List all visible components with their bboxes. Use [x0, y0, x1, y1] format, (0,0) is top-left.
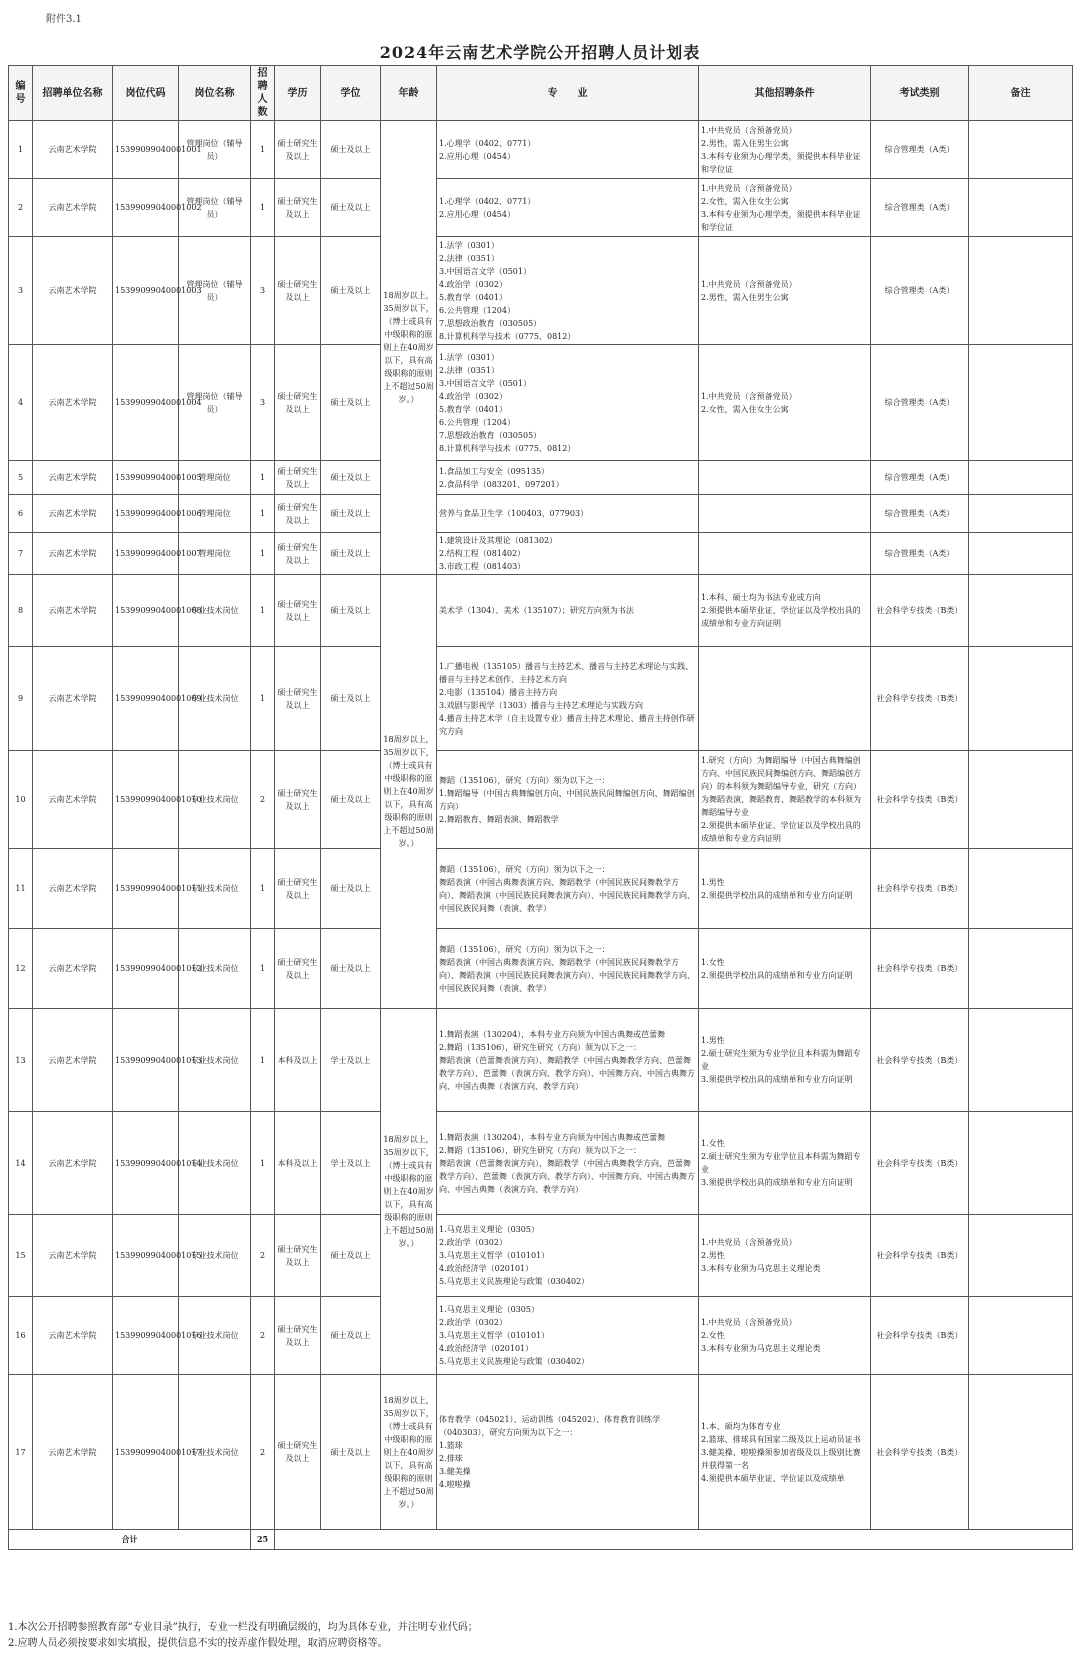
remarks	[969, 1009, 1073, 1112]
post-code: 15399099040001013	[113, 1009, 179, 1112]
age-requirement: 18周岁以上，35周岁以下，（博士或具有中级职称的原则上在40周岁以下，具有高级职称的原则上不超过50周岁。）	[381, 1009, 437, 1375]
headcount: 2	[251, 751, 275, 849]
recruitment-table	[8, 65, 1073, 1550]
unit-name: 云南艺术学院	[33, 929, 113, 1009]
major: 舞蹈（135106），研究（方向）须为以下之一： 舞蹈表演（中国古典舞表演方向、舞蹈教学（中国民族民间舞教学方向）、舞蹈表演（中国民族民间舞表演方向）、中国民族民间舞教学方向、中国民族民间舞（表演、教学）	[437, 849, 699, 929]
degree: 硕士及以上	[321, 495, 381, 533]
exam-category: 综合管理类（A类）	[871, 237, 969, 345]
degree: 硕士及以上	[321, 751, 381, 849]
table-row	[9, 751, 1073, 849]
major: 体育教学（045021）、运动训练（045202）、体育教育训练学（040303），研究方向须为以下之一： 1.篮球 2.排球 3.健美操 4.啦啦操	[437, 1375, 699, 1530]
exam-category: 综合管理类（A类）	[871, 179, 969, 237]
post-name: 管理岗位	[179, 533, 251, 575]
unit-name: 云南艺术学院	[33, 495, 113, 533]
table-row	[9, 647, 1073, 751]
other-conditions: 1.本、硕均为体育专业 2.篮球、排球具有国家二级及以上运动员证书 3.健美操、啦啦操须参加省级及以上级别比赛并获得第一名 4.须提供本硕毕业证、学位证以及成绩单	[699, 1375, 871, 1530]
major: 营养与食品卫生学（100403、077903）	[437, 495, 699, 533]
education: 硕士研究生及以上	[275, 121, 321, 179]
degree: 硕士及以上	[321, 237, 381, 345]
unit-name: 云南艺术学院	[33, 533, 113, 575]
post-name: 专业技术岗位	[179, 751, 251, 849]
post-name: 管理岗位（辅导员）	[179, 237, 251, 345]
header-row	[9, 66, 1073, 121]
post-code: 15399099040001005	[113, 461, 179, 495]
other-conditions	[699, 533, 871, 575]
unit-name: 云南艺术学院	[33, 647, 113, 751]
unit-name: 云南艺术学院	[33, 1215, 113, 1297]
degree: 硕士及以上	[321, 345, 381, 461]
exam-category: 社会科学专技类（B类）	[871, 1009, 969, 1112]
other-conditions: 1.研究（方向）为舞蹈编导（中国古典舞编创方向、中国民族民间舞编创方向、舞蹈编创方向）的本科须为舞蹈编导专业，研究（方向）为舞蹈表演、舞蹈教育、舞蹈教学的本科须为舞蹈编导专业 2.须提供本硕毕业证、学位证以及学校出具的成绩单和专业方向证明	[699, 751, 871, 849]
post-name: 专业技术岗位	[179, 1009, 251, 1112]
post-code: 15399099040001010	[113, 751, 179, 849]
remarks	[969, 751, 1073, 849]
row-number: 10	[9, 751, 33, 849]
table-row	[9, 929, 1073, 1009]
exam-category: 社会科学专技类（B类）	[871, 929, 969, 1009]
post-name: 专业技术岗位	[179, 849, 251, 929]
table-row	[9, 495, 1073, 533]
total-label: 合计	[9, 1530, 251, 1550]
post-name: 专业技术岗位	[179, 1112, 251, 1215]
major: 1.心理学（0402、0771） 2.应用心理（0454）	[437, 179, 699, 237]
post-name: 管理岗位（辅导员）	[179, 179, 251, 237]
remarks	[969, 495, 1073, 533]
major: 舞蹈（135106），研究（方向）须为以下之一： 舞蹈表演（中国古典舞表演方向、舞蹈教学（中国民族民间舞教学方向）、舞蹈表演（中国民族民间舞表演方向）、中国民族民间舞教学方向、中国民族民间舞（表演、教学）	[437, 929, 699, 1009]
remarks	[969, 237, 1073, 345]
exam-category: 综合管理类（A类）	[871, 121, 969, 179]
education: 硕士研究生及以上	[275, 751, 321, 849]
attachment-label: 附件3.1	[46, 14, 82, 25]
headcount: 1	[251, 575, 275, 647]
table-row	[9, 345, 1073, 461]
post-name: 专业技术岗位	[179, 1215, 251, 1297]
post-name: 管理岗位	[179, 461, 251, 495]
education: 硕士研究生及以上	[275, 1297, 321, 1375]
post-code: 15399099040001001	[113, 121, 179, 179]
table-row	[9, 1297, 1073, 1375]
post-code: 15399099040001009	[113, 647, 179, 751]
degree: 学士及以上	[321, 1112, 381, 1215]
post-name: 专业技术岗位	[179, 575, 251, 647]
education: 硕士研究生及以上	[275, 461, 321, 495]
education: 硕士研究生及以上	[275, 929, 321, 1009]
degree: 硕士及以上	[321, 533, 381, 575]
column-header: 招聘人数	[251, 66, 275, 121]
education: 本科及以上	[275, 1112, 321, 1215]
table-row	[9, 1112, 1073, 1215]
major: 1.建筑设计及其理论（081302） 2.结构工程（081402） 3.市政工程（081403）	[437, 533, 699, 575]
other-conditions: 1.男性 2.硕士研究生须为专业学位且本科需为舞蹈专业 3.须提供学校出具的成绩单和专业方向证明	[699, 1009, 871, 1112]
row-number: 13	[9, 1009, 33, 1112]
degree: 硕士及以上	[321, 461, 381, 495]
row-number: 4	[9, 345, 33, 461]
education: 硕士研究生及以上	[275, 647, 321, 751]
unit-name: 云南艺术学院	[33, 237, 113, 345]
column-header: 招聘单位名称	[33, 66, 113, 121]
headcount: 1	[251, 121, 275, 179]
major: 舞蹈（135106），研究（方向）须为以下之一： 1.舞蹈编导（中国古典舞编创方向、中国民族民间舞编创方向、舞蹈编创方向） 2.舞蹈教育、舞蹈表演、舞蹈教学	[437, 751, 699, 849]
education: 硕士研究生及以上	[275, 849, 321, 929]
row-number: 2	[9, 179, 33, 237]
unit-name: 云南艺术学院	[33, 1375, 113, 1530]
age-requirement: 18周岁以上，35周岁以下，（博士或具有中级职称的原则上在40周岁以下，具有高级职称的原则上不超过50周岁。）	[381, 575, 437, 1009]
post-name: 专业技术岗位	[179, 929, 251, 1009]
row-number: 9	[9, 647, 33, 751]
table-body	[9, 121, 1073, 1550]
major: 1.心理学（0402、0771） 2.应用心理（0454）	[437, 121, 699, 179]
remarks	[969, 929, 1073, 1009]
unit-name: 云南艺术学院	[33, 345, 113, 461]
remarks	[969, 121, 1073, 179]
education: 本科及以上	[275, 1009, 321, 1112]
post-code: 15399099040001008	[113, 575, 179, 647]
remarks	[969, 179, 1073, 237]
post-code: 15399099040001011	[113, 849, 179, 929]
age-requirement: 18周岁以上，35周岁以下，（博士或具有中级职称的原则上在40周岁以下，具有高级职称的原则上不超过50周岁。）	[381, 1375, 437, 1530]
major: 1.广播电视（135105）播音与主持艺术、播音与主持艺术理论与实践、播音与主持艺术创作、主持艺术方向 2.电影（135104）播音主持方向 3.戏剧与影视学（1303）播音与主持艺术理论与实践方向 4.播音主持艺术学（自主设置专业）播音主持艺术理论、播音主持创作研究方向	[437, 647, 699, 751]
degree: 硕士及以上	[321, 647, 381, 751]
remarks	[969, 1375, 1073, 1530]
major: 1.法学（0301） 2.法律（0351） 3.中国语言文学（0501） 4.政治学（0302） 5.教育学（0401） 6.公共管理（1204） 7.思想政治教育（030505） 8.计算机科学与技术（0775、0812）	[437, 345, 699, 461]
headcount: 1	[251, 179, 275, 237]
unit-name: 云南艺术学院	[33, 575, 113, 647]
post-code: 15399099040001002	[113, 179, 179, 237]
major: 1.舞蹈表演（130204），本科专业方向须为中国古典舞或芭蕾舞 2.舞蹈（135106），研究生研究（方向）须为以下之一： 舞蹈表演（芭蕾舞表演方向）、舞蹈教学（中国古典舞教学方向、芭蕾舞教学方向）、芭蕾舞（表演方向、教学方向）、中国舞方向、中国古典舞方向、中国古典舞（表演方向、教学方向）	[437, 1009, 699, 1112]
row-number: 5	[9, 461, 33, 495]
column-header: 年龄	[381, 66, 437, 121]
table-row	[9, 461, 1073, 495]
post-code: 15399099040001016	[113, 1297, 179, 1375]
column-header: 学历	[275, 66, 321, 121]
education: 硕士研究生及以上	[275, 345, 321, 461]
other-conditions: 1.男性 2.须提供学校出具的成绩单和专业方向证明	[699, 849, 871, 929]
unit-name: 云南艺术学院	[33, 849, 113, 929]
other-conditions: 1.中共党员（含预备党员） 2.男性，需入住男生公寓	[699, 237, 871, 345]
education: 硕士研究生及以上	[275, 533, 321, 575]
row-number: 11	[9, 849, 33, 929]
remarks	[969, 647, 1073, 751]
document-title: 2024年云南艺术学院公开招聘人员计划表	[379, 43, 701, 62]
row-number: 7	[9, 533, 33, 575]
education: 硕士研究生及以上	[275, 575, 321, 647]
major: 1.舞蹈表演（130204），本科专业方向须为中国古典舞或芭蕾舞 2.舞蹈（135106），研究生研究（方向）须为以下之一： 舞蹈表演（芭蕾舞表演方向）、舞蹈教学（中国古典舞教学方向、芭蕾舞教学方向）、芭蕾舞（表演方向、教学方向）、中国舞方向、中国古典舞方向、中国古典舞（表演方向、教学方向）	[437, 1112, 699, 1215]
exam-category: 社会科学专技类（B类）	[871, 1215, 969, 1297]
column-header: 岗位代码	[113, 66, 179, 121]
exam-category: 社会科学专技类（B类）	[871, 575, 969, 647]
post-code: 15399099040001004	[113, 345, 179, 461]
unit-name: 云南艺术学院	[33, 121, 113, 179]
post-code: 15399099040001015	[113, 1215, 179, 1297]
other-conditions: 1.中共党员（含预备党员） 2.男性，需入住男生公寓 3.本科专业须为心理学类，须提供本科毕业证和学位证	[699, 121, 871, 179]
remarks	[969, 1112, 1073, 1215]
table-row	[9, 237, 1073, 345]
exam-category: 综合管理类（A类）	[871, 345, 969, 461]
column-header: 岗位名称	[179, 66, 251, 121]
exam-category: 综合管理类（A类）	[871, 461, 969, 495]
footnote: 2.应聘人员必须按要求如实填报，提供信息不实的按弄虚作假处理，取消应聘资格等。	[8, 1638, 388, 1649]
other-conditions	[699, 461, 871, 495]
degree: 硕士及以上	[321, 1215, 381, 1297]
table-row	[9, 1215, 1073, 1297]
footnote: 1.本次公开招聘参照教育部“专业目录”执行，专业一栏没有明确层级的，均为具体专业，并注明专业代码；	[8, 1622, 478, 1633]
exam-category: 社会科学专技类（B类）	[871, 1297, 969, 1375]
table-row	[9, 1009, 1073, 1112]
remarks	[969, 849, 1073, 929]
exam-category: 社会科学专技类（B类）	[871, 1112, 969, 1215]
post-name: 专业技术岗位	[179, 1297, 251, 1375]
remarks	[969, 533, 1073, 575]
headcount: 2	[251, 1297, 275, 1375]
row-number: 16	[9, 1297, 33, 1375]
total-headcount: 25	[251, 1530, 275, 1550]
row-number: 15	[9, 1215, 33, 1297]
other-conditions: 1.中共党员（含预备党员） 2.女性 3.本科专业须为马克思主义理论类	[699, 1297, 871, 1375]
table-row	[9, 1375, 1073, 1530]
headcount: 3	[251, 345, 275, 461]
table-row	[9, 575, 1073, 647]
row-number: 6	[9, 495, 33, 533]
headcount: 1	[251, 533, 275, 575]
post-code: 15399099040001014	[113, 1112, 179, 1215]
total-empty	[275, 1530, 1073, 1550]
unit-name: 云南艺术学院	[33, 1112, 113, 1215]
table-row	[9, 121, 1073, 179]
exam-category: 社会科学专技类（B类）	[871, 849, 969, 929]
degree: 硕士及以上	[321, 849, 381, 929]
post-code: 15399099040001017	[113, 1375, 179, 1530]
row-number: 17	[9, 1375, 33, 1530]
column-header: 编号	[9, 66, 33, 121]
remarks	[969, 575, 1073, 647]
degree: 学士及以上	[321, 1009, 381, 1112]
total-row	[9, 1530, 1073, 1550]
other-conditions	[699, 647, 871, 751]
table-row	[9, 533, 1073, 575]
headcount: 2	[251, 1215, 275, 1297]
post-code: 15399099040001007	[113, 533, 179, 575]
major: 1.食品加工与安全（095135） 2.食品科学（083201、097201）	[437, 461, 699, 495]
unit-name: 云南艺术学院	[33, 1009, 113, 1112]
education: 硕士研究生及以上	[275, 1215, 321, 1297]
column-header: 专 业	[437, 66, 699, 121]
post-name: 管理岗位（辅导员）	[179, 345, 251, 461]
exam-category: 综合管理类（A类）	[871, 533, 969, 575]
unit-name: 云南艺术学院	[33, 461, 113, 495]
headcount: 2	[251, 1375, 275, 1530]
other-conditions: 1.中共党员（含预备党员） 2.女性，需入住女生公寓 3.本科专业须为心理学类，须提供本科毕业证和学位证	[699, 179, 871, 237]
headcount: 1	[251, 1112, 275, 1215]
column-header: 考试类别	[871, 66, 969, 121]
major: 1.马克思主义理论（0305） 2.政治学（0302） 3.马克思主义哲学（010101） 4.政治经济学（020101） 5.马克思主义民族理论与政策（030402）	[437, 1215, 699, 1297]
other-conditions: 1.女性 2.须提供学校出具的成绩单和专业方向证明	[699, 929, 871, 1009]
column-header: 学位	[321, 66, 381, 121]
row-number: 14	[9, 1112, 33, 1215]
column-header: 其他招聘条件	[699, 66, 871, 121]
other-conditions: 1.中共党员（含预备党员） 2.女性，需入住女生公寓	[699, 345, 871, 461]
exam-category: 社会科学专技类（B类）	[871, 1375, 969, 1530]
remarks	[969, 461, 1073, 495]
degree: 硕士及以上	[321, 1375, 381, 1530]
table-row	[9, 849, 1073, 929]
column-header: 备注	[969, 66, 1073, 121]
post-name: 专业技术岗位	[179, 647, 251, 751]
headcount: 1	[251, 647, 275, 751]
exam-category: 综合管理类（A类）	[871, 495, 969, 533]
footnotes	[8, 1620, 478, 1652]
headcount: 3	[251, 237, 275, 345]
row-number: 3	[9, 237, 33, 345]
degree: 硕士及以上	[321, 121, 381, 179]
row-number: 1	[9, 121, 33, 179]
headcount: 1	[251, 849, 275, 929]
post-code: 15399099040001012	[113, 929, 179, 1009]
unit-name: 云南艺术学院	[33, 1297, 113, 1375]
other-conditions: 1.中共党员（含预备党员） 2.男性 3.本科专业须为马克思主义理论类	[699, 1215, 871, 1297]
remarks	[969, 1215, 1073, 1297]
remarks	[969, 345, 1073, 461]
post-name: 管理岗位（辅导员）	[179, 121, 251, 179]
education: 硕士研究生及以上	[275, 495, 321, 533]
degree: 硕士及以上	[321, 1297, 381, 1375]
remarks	[969, 1297, 1073, 1375]
post-code: 15399099040001003	[113, 237, 179, 345]
other-conditions	[699, 495, 871, 533]
education: 硕士研究生及以上	[275, 1375, 321, 1530]
headcount: 1	[251, 929, 275, 1009]
other-conditions: 1.本科、硕士均为书法专业或方向 2.须提供本硕毕业证、学位证以及学校出具的成绩单和专业方向证明	[699, 575, 871, 647]
headcount: 1	[251, 495, 275, 533]
major: 1.法学（0301） 2.法律（0351） 3.中国语言文学（0501） 4.政治学（0302） 5.教育学（0401） 6.公共管理（1204） 7.思想政治教育（030505） 8.计算机科学与技术（0775、0812）	[437, 237, 699, 345]
exam-category: 社会科学专技类（B类）	[871, 647, 969, 751]
post-name: 管理岗位	[179, 495, 251, 533]
degree: 硕士及以上	[321, 575, 381, 647]
headcount: 1	[251, 1009, 275, 1112]
age-requirement: 18周岁以上，35周岁以下，（博士或具有中级职称的原则上在40周岁以下，具有高级职称的原则上不超过50周岁。）	[381, 121, 437, 575]
major: 美术学（1304）、美术（135107）；研究方向须为书法	[437, 575, 699, 647]
degree: 硕士及以上	[321, 179, 381, 237]
degree: 硕士及以上	[321, 929, 381, 1009]
table-row	[9, 179, 1073, 237]
unit-name: 云南艺术学院	[33, 179, 113, 237]
row-number: 12	[9, 929, 33, 1009]
exam-category: 社会科学专技类（B类）	[871, 751, 969, 849]
major: 1.马克思主义理论（0305） 2.政治学（0302） 3.马克思主义哲学（010101） 4.政治经济学（020101） 5.马克思主义民族理论与政策（030402）	[437, 1297, 699, 1375]
post-name: 专业技术岗位	[179, 1375, 251, 1530]
education: 硕士研究生及以上	[275, 237, 321, 345]
other-conditions: 1.女性 2.硕士研究生须为专业学位且本科需为舞蹈专业 3.须提供学校出具的成绩单和专业方向证明	[699, 1112, 871, 1215]
post-code: 15399099040001006	[113, 495, 179, 533]
education: 硕士研究生及以上	[275, 179, 321, 237]
unit-name: 云南艺术学院	[33, 751, 113, 849]
headcount: 1	[251, 461, 275, 495]
row-number: 8	[9, 575, 33, 647]
